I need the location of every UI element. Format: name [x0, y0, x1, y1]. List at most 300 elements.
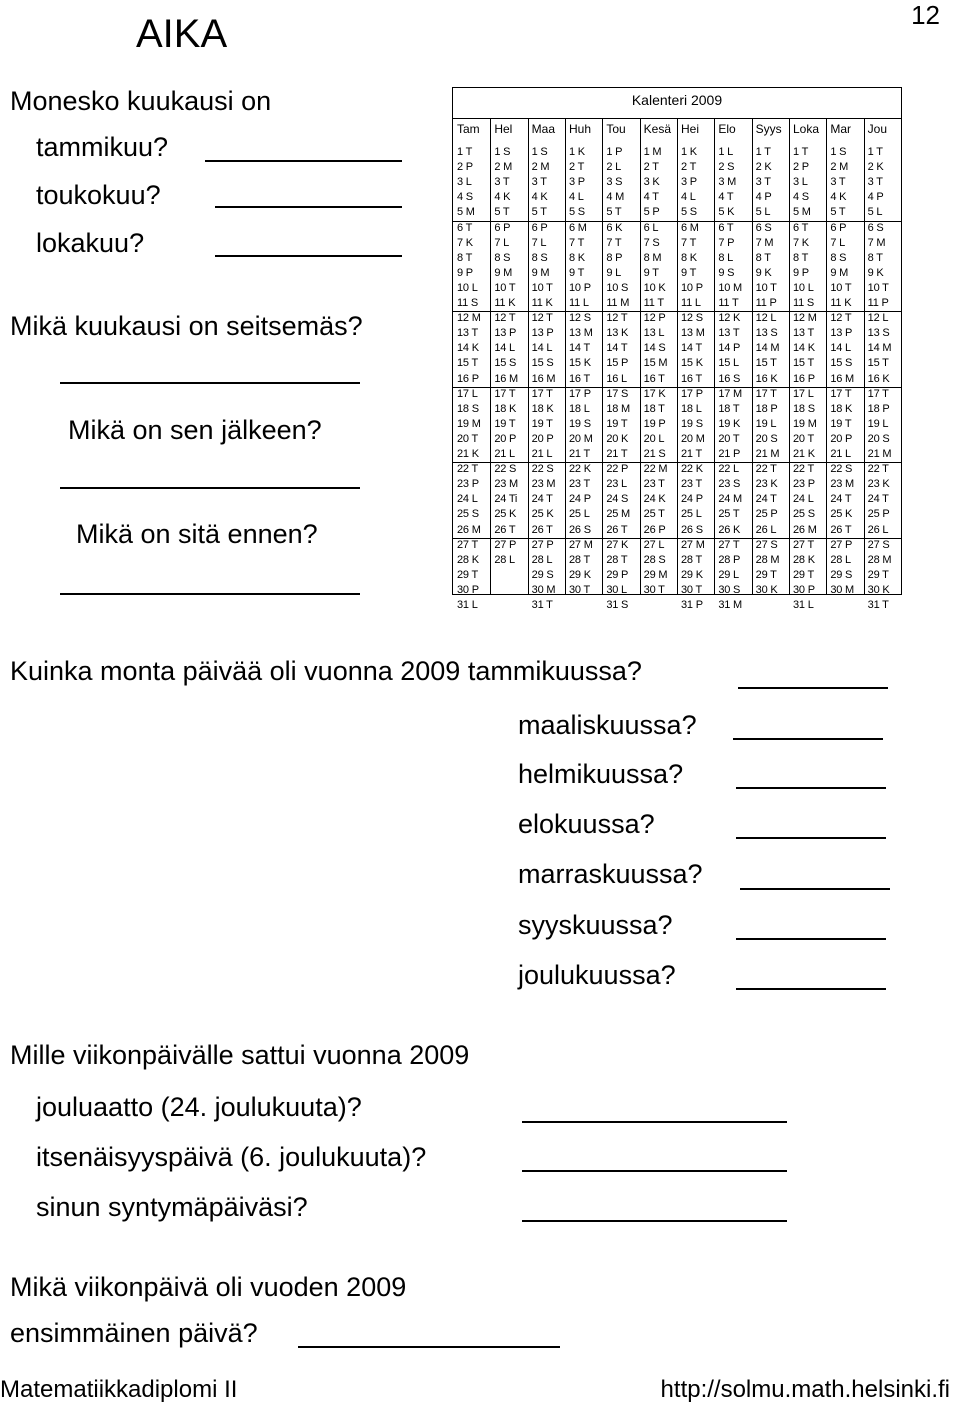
calendar-day: 6 S — [867, 221, 884, 234]
calendar-day: 24 P — [569, 493, 591, 506]
calendar-day: 9 M — [494, 266, 513, 279]
calendar-day: 5 T — [531, 206, 547, 219]
calendar-day: 12 L — [867, 312, 889, 325]
calendar-day: 3 M — [718, 176, 737, 189]
calendar-day: 7 S — [643, 236, 660, 249]
calendar-day: 9 T — [681, 266, 697, 279]
calendar-day: 30 T — [643, 583, 665, 596]
calendar-day: 23 P — [457, 478, 479, 491]
calendar-day: 29 M — [643, 568, 668, 581]
calendar-day: 11 S — [793, 297, 815, 309]
calendar-column-divider — [677, 119, 678, 594]
calendar-day: 21 T — [606, 448, 628, 460]
calendar-day: 25 P — [867, 508, 890, 521]
calendar-day: 14 K — [793, 342, 815, 355]
calendar-day: 31 P — [681, 599, 703, 611]
calendar-day: 11 K — [830, 297, 852, 309]
calendar-day: 27 K — [606, 538, 629, 551]
calendar-day: 21 K — [793, 448, 815, 460]
calendar-day: 26 S — [569, 523, 591, 536]
calendar-day: 20 S — [755, 432, 778, 445]
calendar-day: 8 T — [755, 251, 771, 264]
calendar-day: 12 M — [457, 312, 481, 325]
calendar-day: 11 L — [569, 297, 589, 309]
calendar-day: 1 T — [457, 146, 473, 158]
answer-line-may[interactable] — [215, 206, 402, 208]
calendar-month-column — [528, 119, 566, 611]
calendar-column-divider — [826, 119, 827, 594]
calendar-day: 23 M — [830, 478, 854, 491]
calendar-day: 11 K — [531, 297, 553, 309]
calendar-day: 18 K — [531, 402, 554, 415]
answer-line-christmas-eve[interactable] — [522, 1121, 787, 1123]
calendar-day: 29 T — [867, 568, 889, 581]
calendar-day: 30 M — [830, 583, 854, 596]
calendar-day: 29 T — [755, 568, 777, 581]
calendar-day: 24 L — [793, 493, 814, 506]
calendar-day: 10 T — [494, 281, 516, 294]
calendar-month-column — [677, 119, 715, 611]
calendar-day: 16 T — [569, 372, 591, 385]
calendar-day: 8 S — [494, 251, 511, 264]
calendar-day: 4 L — [681, 191, 696, 204]
calendar-day: 29 T — [793, 568, 815, 581]
calendar-day: 17 T — [755, 387, 777, 400]
calendar-day: 13 M — [681, 327, 705, 340]
calendar-day: 10 T — [830, 281, 852, 294]
calendar-day: 26 L — [867, 523, 889, 536]
calendar-day: 16 K — [867, 372, 890, 385]
calendar-day: 25 L — [681, 508, 702, 521]
calendar-day: 1 L — [718, 146, 734, 158]
calendar-day: 21 L — [531, 448, 553, 460]
calendar-day: 16 M — [494, 372, 518, 385]
calendar-day: 3 L — [457, 176, 472, 189]
calendar-day: 9 P — [793, 266, 809, 279]
calendar-2009 — [452, 87, 902, 611]
calendar-day: 12 S — [569, 312, 591, 325]
calendar-day: 25 M — [606, 508, 630, 521]
calendar-day: 5 K — [718, 206, 735, 219]
calendar-day: 14 T — [681, 342, 703, 355]
calendar-day: 14 L — [494, 342, 515, 355]
calendar-day: 14 K — [457, 342, 479, 355]
calendar-day: 6 S — [755, 221, 772, 234]
calendar-day: 19 P — [643, 417, 666, 430]
calendar-day: 22 T — [793, 463, 815, 476]
q5-item-august: elokuussa? — [518, 809, 655, 839]
answer-line-seventh-month[interactable] — [60, 382, 360, 384]
calendar-day: 1 S — [531, 146, 548, 158]
calendar-day: 10 S — [606, 281, 629, 294]
answer-line-independence-day[interactable] — [522, 1170, 787, 1172]
q5-item-november: marraskuussa? — [518, 859, 703, 889]
calendar-day: 24 K — [643, 493, 666, 506]
calendar-day: 14 M — [867, 342, 892, 355]
calendar-day: 30 T — [681, 583, 703, 596]
calendar-day: 31 L — [793, 599, 814, 611]
calendar-month-column — [602, 119, 640, 611]
calendar-day: 15 L — [718, 357, 739, 370]
calendar-day: 10 T — [531, 281, 553, 294]
calendar-day: 17 L — [457, 387, 478, 400]
q5-item-march: maaliskuussa? — [518, 710, 697, 740]
calendar-month-name: Maa — [531, 122, 555, 136]
answer-line-january[interactable] — [205, 160, 402, 162]
calendar-day: 13 P — [494, 327, 517, 340]
calendar-day: 13 S — [755, 327, 778, 340]
q6-intro: Mille viikonpäivälle sattui vuonna 2009 — [10, 1040, 470, 1070]
answer-line-after[interactable] — [60, 487, 360, 489]
calendar-day: 28 L — [494, 553, 515, 566]
calendar-day: 7 K — [793, 236, 809, 249]
calendar-day: 7 T — [569, 236, 585, 249]
calendar-title: Kalenteri 2009 — [631, 92, 723, 108]
calendar-day: 21 S — [643, 448, 666, 460]
calendar-day: 9 L — [606, 266, 622, 279]
calendar-day: 30 K — [867, 583, 890, 596]
calendar-day: 20 P — [830, 432, 853, 445]
calendar-row-divider — [453, 462, 901, 463]
calendar-day: 16 T — [681, 372, 703, 385]
answer-line-august-days[interactable] — [736, 837, 886, 839]
calendar-day: 8 T — [867, 251, 883, 264]
answer-line-march-days[interactable] — [733, 738, 883, 740]
calendar-row-divider — [453, 311, 901, 312]
calendar-day: 21 M — [867, 448, 892, 460]
calendar-day: 25 T — [718, 508, 740, 521]
calendar-day: 22 S — [830, 463, 853, 476]
calendar-day: 9 T — [569, 266, 585, 279]
calendar-day: 5 T — [606, 206, 622, 219]
calendar-day: 3 P — [681, 176, 697, 189]
calendar-day: 25 K — [830, 508, 853, 521]
calendar-day: 30 L — [606, 583, 627, 596]
calendar-day: 5 T — [494, 206, 510, 219]
calendar-day: 15 M — [643, 357, 668, 370]
calendar-day: 19 T — [830, 417, 852, 430]
calendar-day: 18 S — [793, 402, 815, 415]
calendar-day: 11 T — [643, 297, 664, 309]
calendar-day: 23 M — [494, 478, 518, 491]
calendar-month-column — [864, 119, 902, 611]
calendar-day: 25 P — [755, 508, 778, 521]
calendar-day: 18 S — [457, 402, 479, 415]
footer-url[interactable]: http://solmu.math.helsinki.fi — [660, 1376, 950, 1403]
q2-text: Mikä kuukausi on seitsemäs? — [10, 311, 363, 341]
calendar-day: 28 K — [457, 553, 479, 566]
calendar-grid — [453, 118, 901, 611]
calendar-day: 13 K — [606, 327, 629, 340]
calendar-day: 2 T — [681, 161, 697, 174]
calendar-day: 6 P — [494, 221, 511, 234]
calendar-day: 13 M — [569, 327, 593, 340]
calendar-day: 17 T — [494, 387, 516, 400]
calendar-day: 8 P — [606, 251, 623, 264]
calendar-row-divider — [453, 221, 901, 222]
answer-line-before[interactable] — [60, 593, 360, 595]
calendar-day: 19 M — [457, 417, 481, 430]
calendar-day: 9 M — [830, 266, 849, 279]
calendar-day: 20 P — [494, 432, 517, 445]
calendar-column-divider — [714, 119, 715, 594]
calendar-day: 9 T — [643, 266, 659, 279]
calendar-column-divider — [752, 119, 753, 594]
calendar-day: 24 T — [867, 493, 889, 506]
calendar-day: 21 T — [569, 448, 591, 460]
calendar-column-divider — [565, 119, 566, 594]
calendar-day: 21 T — [681, 448, 703, 460]
calendar-day: 15 T — [457, 357, 479, 370]
calendar-day: 25 T — [643, 508, 665, 521]
calendar-day: 10 T — [755, 281, 777, 294]
calendar-day: 14 T — [606, 342, 628, 355]
calendar-day: 6 M — [681, 221, 699, 234]
calendar-day: 12 P — [643, 312, 666, 325]
calendar-day: 1 K — [569, 146, 585, 158]
calendar-day: 3 T — [531, 176, 547, 189]
calendar-month-name: Mar — [830, 122, 851, 136]
calendar-day: 4 P — [755, 191, 772, 204]
calendar-day: 27 P — [494, 538, 517, 551]
answer-line-september-days[interactable] — [736, 938, 886, 940]
calendar-day: 13 L — [643, 327, 665, 340]
calendar-day: 12 T — [606, 312, 628, 325]
q5-first: Kuinka monta päivää oli vuonna 2009 tammikuussa? — [10, 656, 642, 686]
calendar-day: 27 T — [718, 538, 740, 551]
calendar-day: 27 P — [830, 538, 853, 551]
calendar-month-name: Huh — [569, 122, 592, 136]
calendar-day: 20 P — [531, 432, 554, 445]
calendar-day: 16 K — [755, 372, 778, 385]
q7-line1: Mikä viikonpäivä oli vuoden 2009 — [10, 1272, 407, 1302]
calendar-month-name: Loka — [793, 122, 820, 136]
calendar-day: 17 T — [867, 387, 889, 400]
calendar-month-column — [752, 119, 790, 594]
calendar-day: 10 P — [569, 281, 591, 294]
calendar-day: 13 T — [793, 327, 815, 340]
calendar-day: 12 T — [830, 312, 852, 325]
calendar-day: 22 T — [755, 463, 777, 476]
calendar-day: 26 T — [606, 523, 628, 536]
calendar-day: 11 P — [867, 297, 889, 309]
calendar-day: 28 S — [643, 553, 666, 566]
calendar-day: 11 L — [681, 297, 701, 309]
calendar-month-column — [789, 119, 827, 611]
answer-line-november-days[interactable] — [740, 888, 890, 890]
calendar-month-name: Tou — [606, 122, 626, 136]
calendar-day: 29 K — [681, 568, 703, 581]
calendar-day: 26 M — [457, 523, 481, 536]
calendar-day: 23 T — [643, 478, 665, 491]
calendar-day: 30 M — [531, 583, 556, 596]
calendar-day: 28 M — [755, 553, 780, 566]
calendar-day: 14 S — [643, 342, 666, 355]
calendar-day: 15 K — [681, 357, 703, 370]
calendar-day: 24 S — [606, 493, 629, 506]
calendar-day: 5 S — [569, 206, 585, 219]
q1-intro: Monesko kuukausi on — [10, 86, 272, 116]
calendar-day: 14 T — [569, 342, 591, 355]
calendar-day: 2 T — [643, 161, 659, 174]
calendar-day: 25 K — [531, 508, 554, 521]
calendar-day: 18 L — [569, 402, 590, 415]
q6-item-birthday: sinun syntymäpäiväsi? — [36, 1192, 308, 1222]
calendar-day: 9 P — [457, 266, 473, 279]
calendar-day: 14 P — [718, 342, 741, 355]
calendar-day: 13 P — [830, 327, 853, 340]
calendar-day: 9 S — [718, 266, 735, 279]
calendar-day: 5 L — [867, 206, 883, 219]
calendar-day: 19 M — [793, 417, 817, 430]
calendar-day: 4 T — [643, 191, 659, 204]
calendar-day: 9 K — [867, 266, 884, 279]
calendar-month-name: Hei — [681, 122, 700, 136]
calendar-day: 26 T — [531, 523, 553, 536]
calendar-day: 30 S — [718, 583, 741, 596]
calendar-day: 3 T — [830, 176, 846, 189]
calendar-month-name: Elo — [718, 122, 736, 136]
calendar-day: 7 L — [830, 236, 846, 249]
q3-text: Mikä on sen jälkeen? — [68, 415, 322, 445]
calendar-day: 20 T — [718, 432, 740, 445]
calendar-day: 20 K — [606, 432, 629, 445]
calendar-day: 31 T — [531, 599, 553, 611]
q6-item-independence-day: itsenäisyyspäivä (6. joulukuuta)? — [36, 1142, 427, 1172]
answer-line-february-days[interactable] — [736, 787, 886, 789]
calendar-day: 26 T — [494, 523, 516, 536]
calendar-column-divider — [789, 119, 790, 594]
calendar-day: 26 K — [718, 523, 741, 536]
calendar-day: 8 M — [643, 251, 662, 264]
calendar-day: 16 T — [643, 372, 665, 385]
calendar-day: 27 M — [681, 538, 705, 551]
page-title: AIKA — [136, 12, 228, 56]
q1-item-january: tammikuu? — [36, 132, 169, 162]
calendar-day: 31 M — [718, 599, 742, 611]
calendar-row-divider — [453, 387, 901, 388]
calendar-day: 12 S — [681, 312, 703, 325]
answer-line-october[interactable] — [215, 255, 402, 257]
calendar-day: 8 T — [457, 251, 473, 264]
calendar-day: 24 M — [718, 493, 742, 506]
calendar-day: 1 T — [793, 146, 809, 158]
calendar-day: 23 T — [681, 478, 703, 491]
calendar-day: 27 L — [643, 538, 665, 551]
calendar-day: 22 K — [681, 463, 703, 476]
calendar-month-column — [714, 119, 752, 611]
calendar-day: 31 S — [606, 599, 629, 611]
calendar-day: 8 K — [681, 251, 697, 264]
calendar-month-name: Jou — [867, 122, 888, 136]
calendar-day: 28 K — [793, 553, 815, 566]
calendar-day: 17 P — [569, 387, 591, 400]
calendar-day: 2 T — [569, 161, 585, 174]
calendar-day: 19 T — [606, 417, 628, 430]
calendar-day: 18 P — [867, 402, 890, 415]
calendar-day: 19 K — [718, 417, 741, 430]
calendar-day: 4 K — [494, 191, 511, 204]
calendar-day: 22 T — [457, 463, 479, 476]
calendar-day: 8 S — [531, 251, 548, 264]
calendar-day: 18 T — [643, 402, 665, 415]
calendar-day: 28 L — [830, 553, 851, 566]
calendar-day: 1 P — [606, 146, 623, 158]
calendar-day: 23 K — [755, 478, 778, 491]
page-number: 12 — [911, 0, 940, 30]
calendar-day: 18 K — [494, 402, 517, 415]
calendar-day: 27 P — [531, 538, 554, 551]
calendar-day: 1 S — [830, 146, 847, 158]
calendar-month-column — [640, 119, 678, 594]
calendar-day: 1 K — [681, 146, 697, 158]
answer-line-first-day[interactable] — [298, 1346, 560, 1348]
calendar-day: 2 M — [531, 161, 550, 174]
calendar-day: 25 S — [793, 508, 815, 521]
calendar-day: 17 T — [830, 387, 852, 400]
calendar-day: 2 L — [606, 161, 622, 174]
calendar-day: 15 P — [606, 357, 629, 370]
calendar-day: 3 T — [755, 176, 771, 189]
calendar-day: 5 L — [755, 206, 771, 219]
calendar-day: 7 K — [457, 236, 473, 249]
calendar-month-name: Tam — [457, 122, 480, 136]
calendar-day: 4 M — [606, 191, 625, 204]
calendar-day: 14 L — [531, 342, 553, 355]
calendar-day: 2 K — [755, 161, 772, 174]
calendar-day: 22 L — [718, 463, 739, 476]
calendar-day: 29 P — [606, 568, 629, 581]
calendar-day: 13 S — [867, 327, 890, 340]
answer-line-january-days[interactable] — [738, 687, 888, 689]
calendar-day: 25 L — [569, 508, 590, 521]
calendar-day: 15 S — [830, 357, 853, 370]
calendar-day: 9 M — [531, 266, 550, 279]
q1-item-october: lokakuu? — [36, 228, 145, 258]
calendar-day: 7 T — [681, 236, 697, 249]
calendar-day: 28 L — [531, 553, 553, 566]
calendar-day: 29 L — [718, 568, 739, 581]
calendar-day: 16 M — [830, 372, 854, 385]
calendar-day: 11 T — [718, 297, 739, 309]
calendar-day: 18 P — [755, 402, 778, 415]
answer-line-december-days[interactable] — [736, 988, 886, 990]
calendar-day: 15 T — [755, 357, 777, 370]
calendar-day: 20 L — [643, 432, 665, 445]
calendar-column-divider — [640, 119, 641, 594]
calendar-day: 25 S — [457, 508, 479, 521]
calendar-day: 4 P — [867, 191, 884, 204]
calendar-day: 11 M — [606, 297, 630, 309]
calendar-day: 3 T — [867, 176, 883, 189]
calendar-day: 18 L — [681, 402, 702, 415]
calendar-day: 10 M — [718, 281, 742, 294]
calendar-day: 17 K — [643, 387, 666, 400]
q4-text: Mikä on sitä ennen? — [76, 519, 318, 549]
calendar-day: 3 S — [606, 176, 623, 189]
calendar-day: 12 K — [718, 312, 741, 325]
calendar-day: 27 T — [457, 538, 479, 551]
calendar-day: 6 T — [793, 221, 809, 234]
calendar-day: 12 M — [793, 312, 817, 325]
calendar-day: 5 T — [830, 206, 846, 219]
calendar-day: 21 P — [718, 448, 741, 460]
calendar-day: 8 L — [718, 251, 734, 264]
calendar-day: 28 T — [569, 553, 591, 566]
calendar-day: 2 M — [830, 161, 849, 174]
calendar-day: 23 K — [867, 478, 890, 491]
answer-line-birthday[interactable] — [522, 1220, 787, 1222]
